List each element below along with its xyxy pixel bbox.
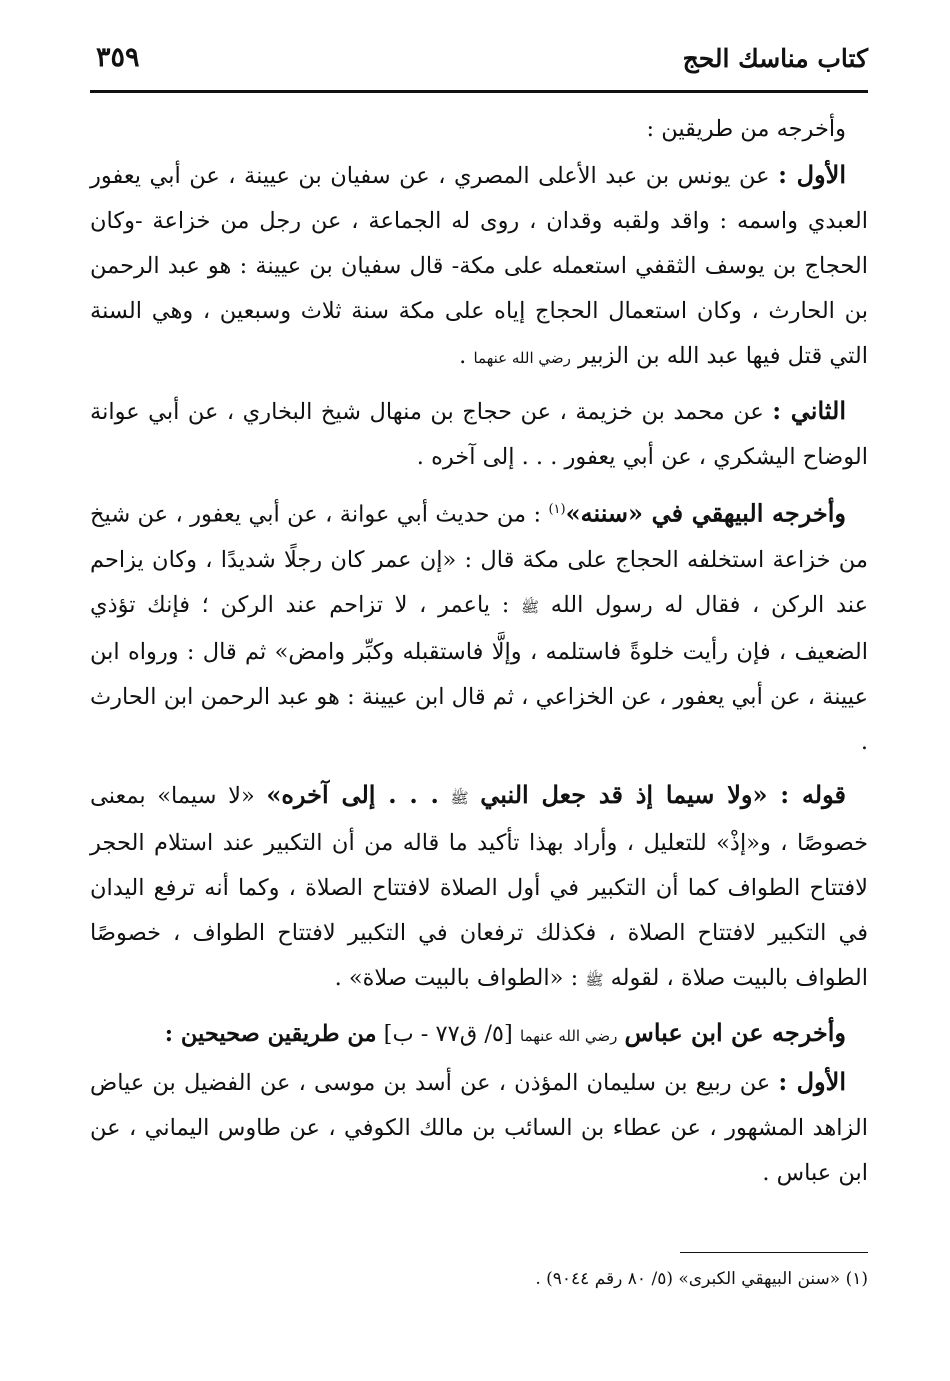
paragraph-text: عن يونس بن عبد الأعلى المصري ، عن سفيان بن عيينة ، عن أبي يعفور العبدي واسمه : واقد ولقبه وقدان ، روى له الجماعة ، عن رجل من خزاعة -وكان الحجاج بن يوسف الثقفي استعمله على مكة- قال سفيان بن عيينة : هو عبد الرحمن بن الحارث ، وكان استعمال الحجاج إياه على مكة سنة ثلاث وسبعين ، وهي السنة التي قتل فيها xyxy=(90,163,868,369)
paragraph-lead: وأخرجه البيهقي في «سننه» xyxy=(565,498,846,528)
paragraph-text: وأخرجه من طريقين : xyxy=(646,116,846,142)
paragraph-second-route xyxy=(90,388,868,480)
paragraph-ibn-abbas xyxy=(90,1010,868,1059)
paragraph-first-route xyxy=(90,152,868,381)
honorific-glyph: ﷺ xyxy=(450,788,469,807)
paragraph-text: «لا سيما» بمعنى خصوصًا ، و«إذْ» للتعليل ، وأراد بهذا تأكيد ما قاله من أن التكبير عند استلام الحجر لافتتاح الطواف كما أن التكبير في أول الصلاة لافتتاح الصلاة ، وكما أنه ترفع اليدان في التكبير لافتتاح الصلاة ، فكذلك ترفعان في التكبير لافتتاح الطواف ، خصوصًا الطواف بالبيت صلاة ، لقوله xyxy=(90,782,868,991)
paragraph-text: : «الطواف بالبيت صلاة» . xyxy=(334,964,579,991)
honorific-glyph: رضي الله عنهما xyxy=(473,349,571,367)
paragraph-bayhaqi xyxy=(90,487,868,765)
paragraph-text: : ياعمر ، لا تزاحم عند الركن ؛ فإنك تؤذي الضعيف ، فإن رأيت خلوةً فاستلمه ، وإلَّا فاستقبله وكبِّر وامض» ثم قال : ورواه ابن عيينة ، عن أبي يعفور ، عن الخزاعي ، ثم قال ابن عيينة : هو عبد الرحمن ابن الحارث . xyxy=(90,591,868,755)
paragraph-lead: قوله : «ولا سيما إذ قد جعل النبي xyxy=(480,779,846,809)
honorific-glyph: ﷺ xyxy=(585,970,604,989)
honorific-glyph: رضي الله عنهما xyxy=(519,1026,618,1045)
footnote-marker: (١) xyxy=(845,1269,868,1289)
paragraph-lead: الأول : xyxy=(778,1066,846,1096)
footnote xyxy=(535,1264,868,1294)
paragraph-first-route-abbas xyxy=(90,1059,868,1196)
paragraph-text: عن محمد بن خزيمة ، عن حجاج بن منهال شيخ البخاري ، عن أبي عوانة الوضاح اليشكري ، عن أبي يعفور . . . إلى آخره . xyxy=(90,399,868,470)
book-page xyxy=(90,36,868,1356)
sentence-end: . xyxy=(459,343,467,369)
paragraph-lead: من طريقين صحيحين : xyxy=(164,1020,377,1047)
book-title: كتاب مناسك الحج xyxy=(682,44,868,73)
footnote-text: «سنن البيهقي الكبرى» (٥/ ٨٠ رقم ٩٠٤٤) . xyxy=(535,1269,841,1289)
body-text xyxy=(90,107,868,1196)
footnote-reference: (١) xyxy=(548,502,566,517)
paragraph-lead: الأول : xyxy=(778,160,846,189)
page-number: ٣٥٩ xyxy=(96,42,140,73)
manuscript-reference: [٥/ ق٧٧ - ب] xyxy=(383,1020,513,1047)
paragraph-lead: . . . إلى آخره» xyxy=(266,779,439,809)
paragraph-lead: الثاني : xyxy=(772,396,846,425)
paragraph-text: عن ربيع بن سليمان المؤذن ، عن أسد بن موسى ، عن الفضيل بن عياض الزاهد المشهور ، عن عطاء بن السائب بن مالك الكوفي ، عن طاوس اليماني ، عن ابن عباس . xyxy=(90,1069,868,1186)
paragraph-text: : من حديث أبي عوانة ، عن أبي يعفور ، عن شيخ من خزاعة استخلفه الحجاج على مكة قال : «إن عمر كان رجلًا شديدًا ، وكان يزاحم عند الركن ، فقال له رسول الله xyxy=(90,501,868,618)
footnote-divider xyxy=(680,1252,868,1253)
honorific-glyph: ﷺ xyxy=(521,597,540,616)
person-name: عبد الله بن الزبير xyxy=(578,343,739,369)
paragraph-commentary xyxy=(90,772,868,1003)
running-header xyxy=(90,36,868,93)
paragraph-intro xyxy=(90,107,868,152)
paragraph-lead: وأخرجه عن ابن عباس xyxy=(624,1017,846,1047)
